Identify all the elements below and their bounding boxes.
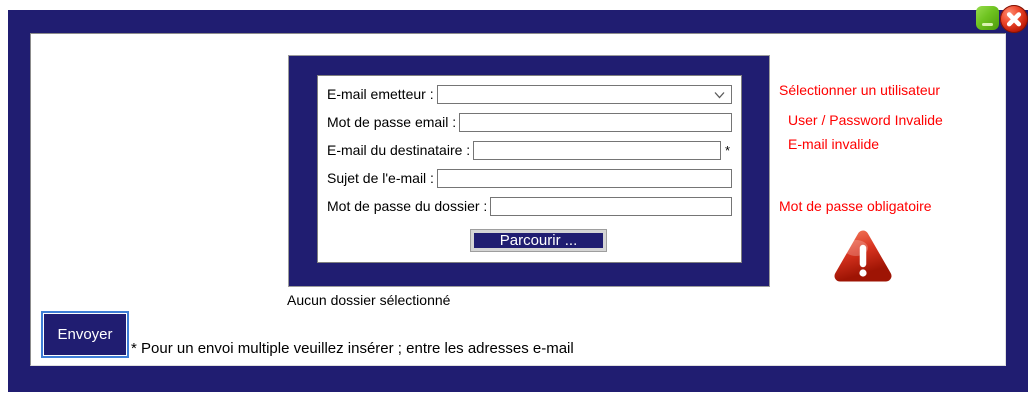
message-credentials-invalid: User / Password Invalide: [788, 112, 943, 128]
sender-email-combobox[interactable]: [437, 85, 732, 104]
email-form-box: [317, 75, 742, 263]
message-select-user: Sélectionner un utilisateur: [779, 82, 941, 98]
form-row-sender: [327, 84, 732, 104]
window-client-area: [30, 33, 1006, 366]
browse-button[interactable]: Parcourir ...: [470, 229, 607, 252]
email-password-field[interactable]: [459, 113, 732, 132]
form-row-subject: [327, 168, 732, 188]
multiple-recipients-note: * Pour un envoi multiple veuillez insérer ; entre les adresses e-mail: [131, 340, 574, 357]
warning-triangle-icon: [832, 226, 894, 290]
recipient-email-field[interactable]: [473, 141, 721, 160]
send-button[interactable]: Envoyer: [41, 311, 129, 358]
folder-password-field[interactable]: [490, 197, 732, 216]
email-password-label: Mot de passe email :: [327, 114, 457, 130]
message-password-required: Mot de passe obligatoire: [779, 198, 932, 214]
sender-email-label: E-mail emetteur :: [327, 86, 434, 102]
email-form-panel: [288, 55, 770, 287]
close-button[interactable]: [1000, 5, 1028, 33]
subject-label: Sujet de l'e-mail :: [327, 170, 434, 186]
recipient-email-label: E-mail du destinataire :: [327, 142, 471, 158]
message-email-invalid: E-mail invalide: [788, 136, 880, 152]
form-row-folder-password: [327, 196, 732, 216]
folder-status-text: Aucun dossier sélectionné: [287, 292, 451, 308]
subject-field[interactable]: [437, 169, 732, 188]
required-asterisk: *: [725, 142, 731, 158]
folder-password-label: Mot de passe du dossier :: [327, 198, 488, 214]
window-frame: [8, 10, 1028, 392]
minimize-icon: [982, 23, 993, 26]
minimize-button[interactable]: [976, 6, 999, 30]
form-row-email-password: [327, 112, 732, 132]
form-row-recipient: [327, 140, 732, 160]
